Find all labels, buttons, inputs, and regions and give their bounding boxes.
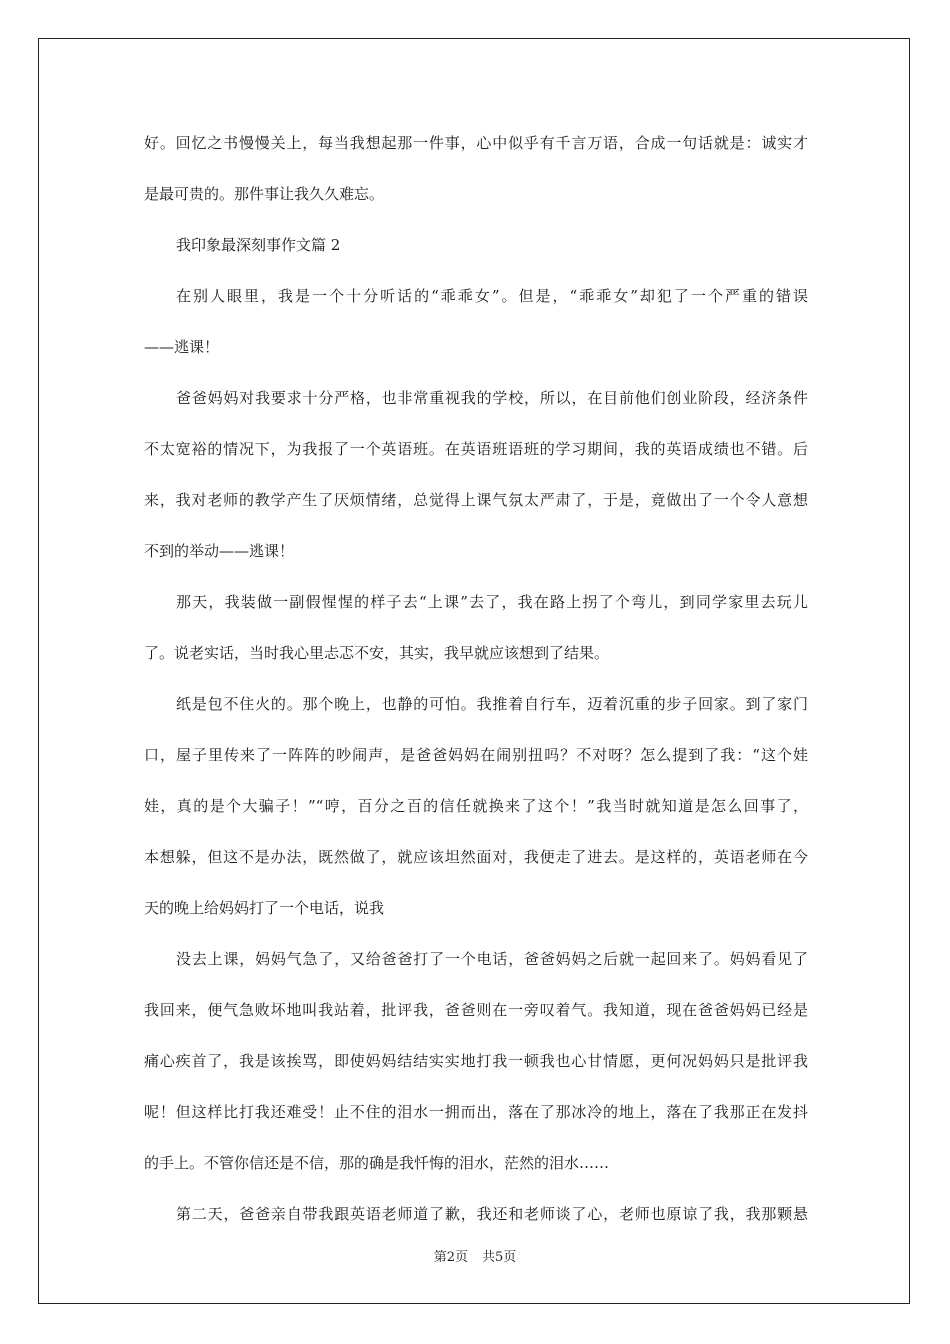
text-line: 娃，真的是个大骗子！”“哼，百分之百的信任就换来了这个！”我当时就知道是怎么回事了，: [144, 797, 808, 815]
page-footer: [0, 1248, 950, 1268]
text-line: 我印象最深刻事作文篇 2: [176, 236, 341, 254]
text-line: 好。回忆之书慢慢关上，每当我想起那一件事，心中似乎有千言万语，合成一句话就是：诚实才: [144, 134, 808, 152]
text-line: 是最可贵的。那件事让我久久难忘。: [144, 185, 385, 203]
text-line: 来，我对老师的教学产生了厌烦情绪，总觉得上课气氛太严肃了，于是，竟做出了一个令人意想: [144, 491, 808, 509]
text-line: 不到的举动——逃课！: [144, 542, 295, 560]
text-line: 本想躲，但这不是办法，既然做了，就应该坦然面对，我便走了进去。是这样的，英语老师在今: [144, 848, 808, 866]
text-line: 天的晚上给妈妈打了一个电话，说我: [144, 899, 385, 917]
text-line: 的手上。不管你信还是不信，那的确是我忏悔的泪水，茫然的泪水……: [144, 1154, 610, 1172]
page-number: 第2页: [433, 1250, 468, 1265]
text-line: ——逃课！: [144, 338, 220, 356]
text-line: 了。说老实话，当时我心里忐忑不安，其实，我早就应该想到了结果。: [144, 644, 610, 662]
text-line: 痛心疾首了，我是该挨骂，即使妈妈结结实实地打我一顿我也心甘情愿，更何况妈妈只是批评我: [144, 1052, 808, 1070]
text-line: 那天，我装做一副假惺惺的样子去“上课”去了，我在路上拐了个弯儿，到同学家里去玩儿: [176, 593, 808, 611]
text-line: 不太宽裕的情况下，为我报了一个英语班。在英语班语班的学习期间，我的英语成绩也不错。后: [144, 440, 808, 458]
page-total: 共5页: [482, 1250, 517, 1265]
text-line: 纸是包不住火的。那个晚上，也静的可怕。我推着自行车，迈着沉重的步子回家。到了家门: [176, 695, 808, 713]
text-line: 没去上课，妈妈气急了，又给爸爸打了一个电话，爸爸妈妈之后就一起回来了。妈妈看见了: [176, 950, 808, 968]
text-line: 爸爸妈妈对我要求十分严格，也非常重视我的学校，所以，在目前他们创业阶段，经济条件: [176, 389, 808, 407]
text-line: 在别人眼里，我是一个十分听话的“乖乖女”。但是，“乖乖女”却犯了一个严重的错误: [176, 287, 808, 305]
text-line: 第二天，爸爸亲自带我跟英语老师道了歉，我还和老师谈了心，老师也原谅了我，我那颗悬: [176, 1205, 808, 1223]
text-line: 我回来，便气急败坏地叫我站着，批评我，爸爸则在一旁叹着气。我知道，现在爸爸妈妈已经是: [144, 1001, 808, 1019]
document-body: [144, 118, 808, 1240]
text-line: 口，屋子里传来了一阵阵的吵闹声，是爸爸妈妈在闹别扭吗？不对呀？怎么提到了我：“这个娃: [144, 746, 808, 764]
text-line: 呢！但这样比打我还难受！止不住的泪水一拥而出，落在了那冰冷的地上，落在了我那正在发抖: [144, 1103, 808, 1121]
